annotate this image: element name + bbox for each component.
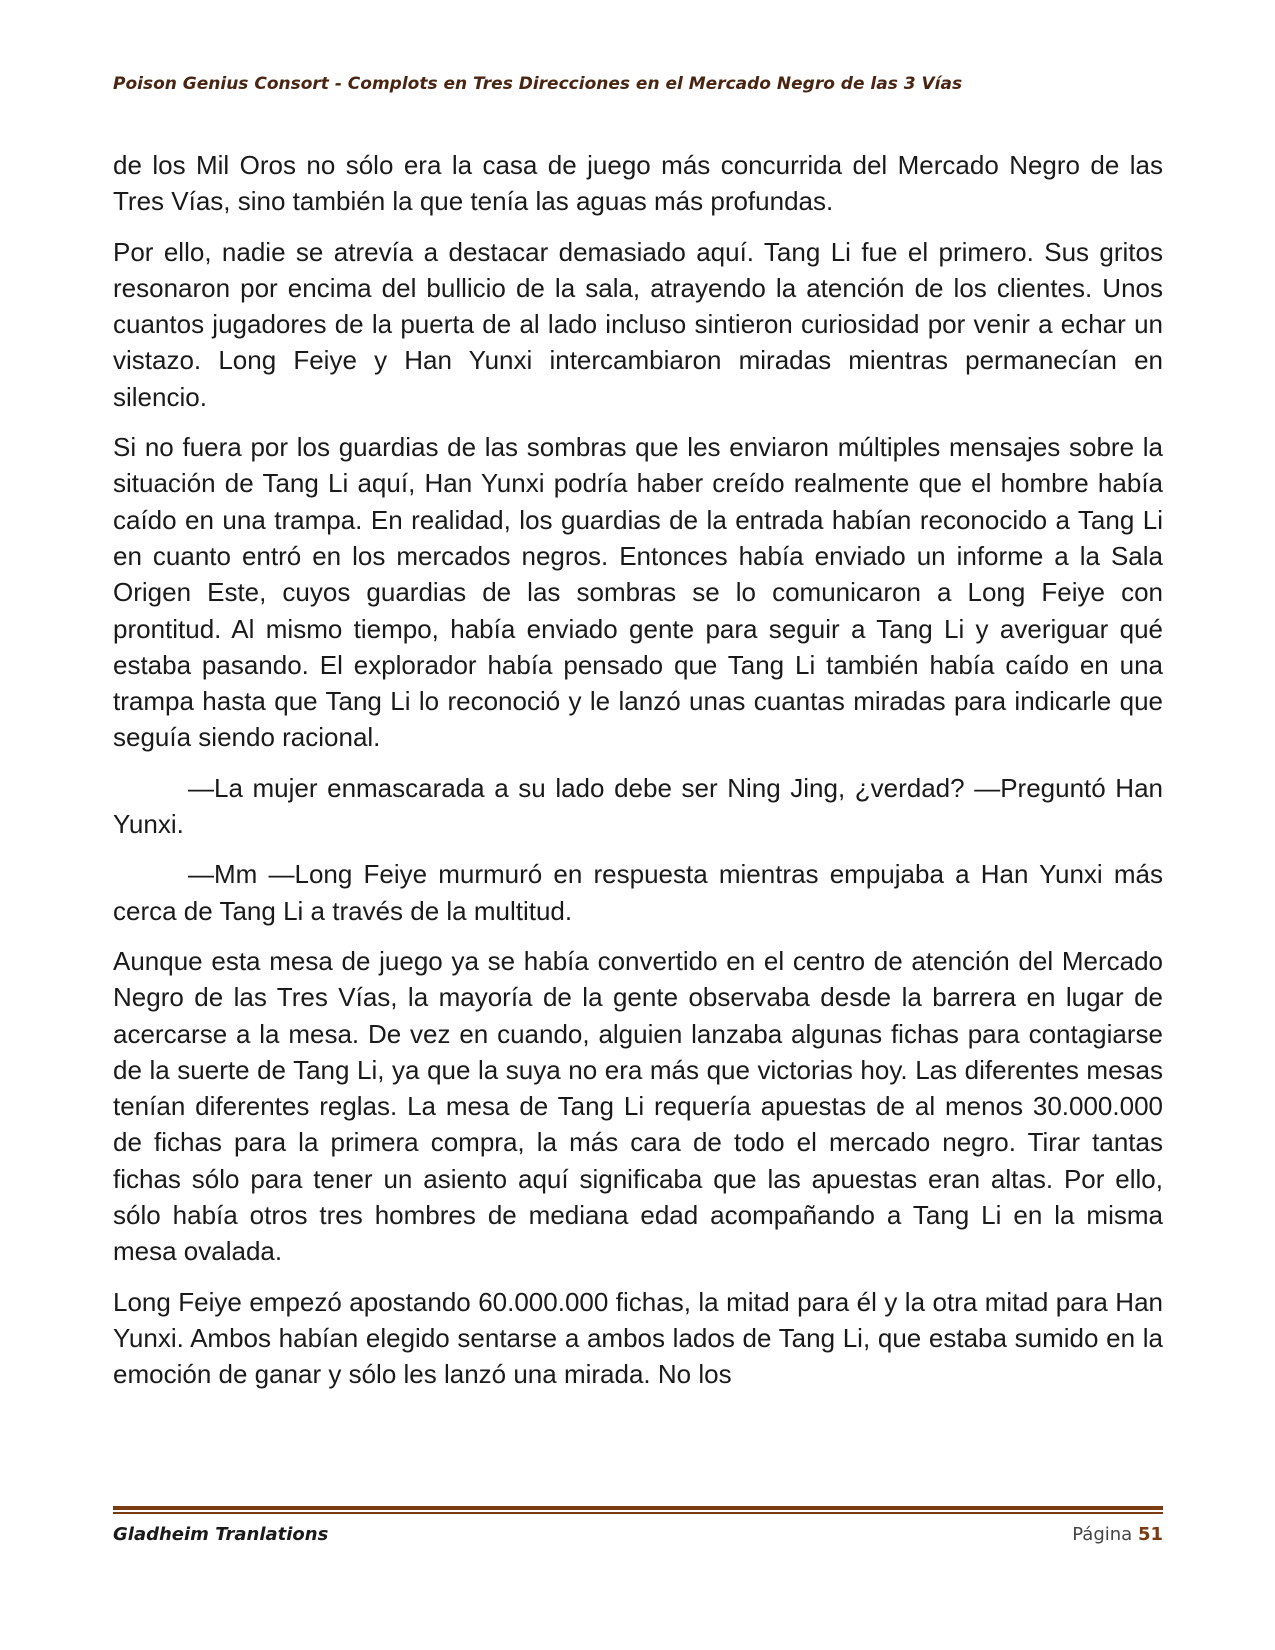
page-header-title: Poison Genius Consort - Complots en Tres Direcciones en el Mercado Negro de las 3 Vías (113, 74, 963, 94)
dialogue-paragraph: —Mm —Long Feiye murmuró en respuesta mientras empujaba a Han Yunxi más cerca de Tang Li a través de la multitud. (113, 859, 1163, 926)
footer-divider-thick (113, 1506, 1163, 1510)
paragraph: Si no fuera por los guardias de las sombras que les enviaron múltiples mensajes sobre la situación de Tang Li aquí, Han Yunxi podría haber creído realmente que el hombre había caído en una trampa. En realidad, los guardias de la entrada habían reconocido a Tang Li en cuanto entró en los mercados negros. Entonces había enviado un informe a la Sala Origen Este, cuyos guardias de las sombras se lo comunicaron a Long Feiye con prontitud. Al mismo tiempo, había enviado gente para seguir a Tang Li y averiguar qué estaba pasando. El explorador había pensado que Tang Li también había caído en una trampa hasta que Tang Li lo reconoció y le lanzó unas cuantas miradas para indicarle que seguía siendo racional. (113, 432, 1163, 753)
page-number: 51 (1137, 1524, 1163, 1545)
paragraph: de los Mil Oros no sólo era la casa de juego más concurrida del Mercado Negro de las Tres Vías, sino también la que tenía las aguas más profundas. (113, 150, 1163, 217)
footer-credit: Gladheim Tranlations (113, 1524, 329, 1545)
page-label: Página (1072, 1524, 1133, 1545)
page-body (113, 147, 1163, 1407)
footer-divider-thin (113, 1512, 1163, 1514)
footer-divider (113, 1506, 1163, 1515)
footer-page-indicator (1072, 1524, 1163, 1545)
paragraph: Por ello, nadie se atrevía a destacar demasiado aquí. Tang Li fue el primero. Sus gritos resonaron por encima del bullicio de la sala, atrayendo la atención de los clientes. Unos cuantos jugadores de la puerta de al lado incluso sintieron curiosidad por venir a echar un vistazo. Long Feiye y Han Yunxi intercambiaron miradas mientras permanecían en silencio. (113, 236, 1163, 412)
paragraph: Long Feiye empezó apostando 60.000.000 fichas, la mitad para él y la otra mitad para Han Yunxi. Ambos habían elegido sentarse a ambos lados de Tang Li, que estaba sumido en la emoción de ganar y sólo les lanzó una mirada. No los (113, 1286, 1163, 1390)
dialogue-paragraph: —La mujer enmascarada a su lado debe ser Ning Jing, ¿verdad? —Preguntó Han Yunxi. (113, 772, 1163, 840)
paragraph: Aunque esta mesa de juego ya se había convertido en el centro de atención del Mercado Negro de las Tres Vías, la mayoría de la gente observaba desde la barrera en lugar de acercarse a la mesa. De vez en cuando, alguien lanzaba algunas fichas para contagiarse de la suerte de Tang Li, ya que la suya no era más que victorias hoy. Las diferentes mesas tenían diferentes reglas. La mesa de Tang Li requería apuestas de al menos 30.000.000 de fichas para la primera compra, la más cara de todo el mercado negro. Tirar tantas fichas sólo para tener un asiento aquí significaba que las apuestas eran altas. Por ello, sólo había otros tres hombres de mediana edad acompañando a Tang Li en la misma mesa ovalada. (113, 945, 1163, 1267)
